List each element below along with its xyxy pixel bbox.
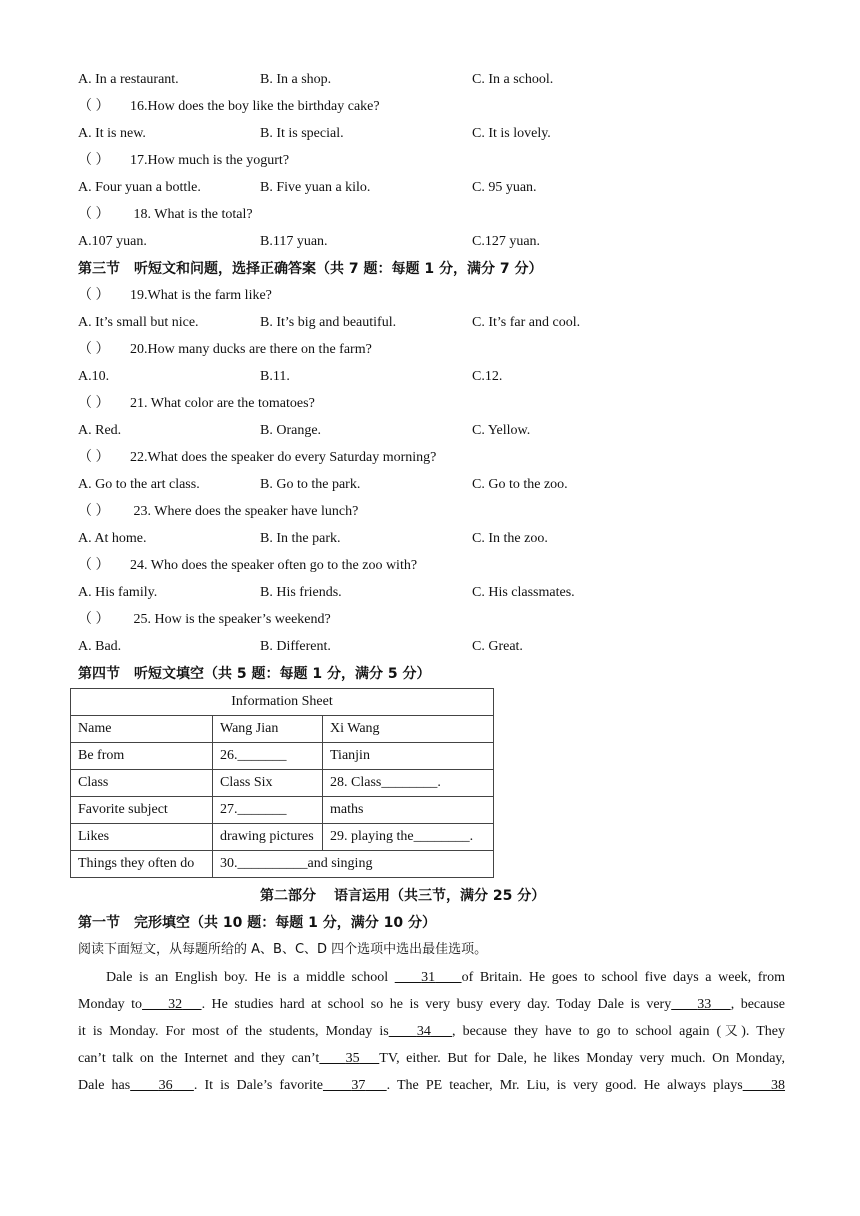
- option-b: B.11.: [260, 369, 290, 384]
- section-label: 第一节: [78, 915, 120, 931]
- option-b: B. In a shop.: [260, 72, 332, 87]
- answer-paren: （ ）: [78, 342, 110, 357]
- table-cell: Wang Jian: [213, 716, 323, 743]
- option-c: C.127 yuan.: [472, 234, 541, 249]
- option-a: A. In a restaurant.: [78, 72, 179, 87]
- option-a: A.107 yuan.: [78, 234, 147, 249]
- question-text: 20.How many ducks are there on the farm?: [130, 342, 372, 357]
- option-b: B. Five yuan a kilo.: [260, 180, 371, 195]
- passage-line: [78, 964, 785, 991]
- blank-28-cell[interactable]: 28. Class________.: [323, 770, 494, 797]
- question-19: [78, 286, 272, 306]
- option-b: B. In the park.: [260, 531, 341, 546]
- section-title: 听短文填空（共 5 题：每题 1 分，满分 5 分）: [134, 666, 431, 682]
- option-b: B. Go to the park.: [260, 477, 361, 492]
- passage-text: 又: [721, 1024, 742, 1039]
- table-row: [71, 824, 494, 851]
- question-text: 16.How does the boy like the birthday cake?: [130, 99, 380, 114]
- option-b: B. His friends.: [260, 585, 342, 600]
- option-a: A. At home.: [78, 531, 147, 546]
- passage-text: . It is Dale’s favorite: [193, 1078, 323, 1093]
- option-b: B. Orange.: [260, 423, 322, 438]
- question-text: 17.How much is the yogurt?: [130, 153, 290, 168]
- blank-31[interactable]: 31: [421, 970, 436, 985]
- option-c: C. Go to the zoo.: [472, 477, 568, 492]
- blank-32[interactable]: 32: [168, 997, 183, 1012]
- table-cell: drawing pictures: [213, 824, 323, 851]
- table-cell: Be from: [71, 743, 213, 770]
- option-a: A. Red.: [78, 423, 122, 438]
- passage-text: it is Monday. For most of the students, Monday is: [78, 1024, 389, 1039]
- option-c: C. Yellow.: [472, 423, 531, 438]
- section-title: 听短文和问题，选择正确答案（共 7 题：每题 1 分，满分 7 分）: [134, 261, 543, 277]
- option-b: B. Different.: [260, 639, 331, 654]
- passage-text: Dale is an English boy. He is a middle school: [106, 970, 395, 985]
- answer-paren: （ ）: [78, 558, 110, 573]
- section-title: 完形填空（共 10 题：每题 1 分，满分 10 分）: [134, 915, 436, 931]
- passage-text: . He studies hard at school so he is very busy every day. Today Dale is very: [201, 997, 672, 1012]
- passage-text: Dale has: [78, 1078, 131, 1093]
- table-header-row: [71, 689, 494, 716]
- blank-34[interactable]: 34: [416, 1024, 431, 1039]
- passage-text: TV, either. But for Dale, he likes Monday very much. On Monday,: [379, 1051, 786, 1066]
- option-c: C. It’s far and cool.: [472, 315, 581, 330]
- question-16: [78, 97, 380, 117]
- passage-text: Monday to: [78, 997, 143, 1012]
- option-c: C. His classmates.: [472, 585, 575, 600]
- question-25: [78, 610, 331, 630]
- answer-paren: （ ）: [78, 99, 110, 114]
- question-text: 25. How is the speaker’s weekend?: [130, 612, 331, 627]
- table-caption: Information Sheet: [71, 689, 494, 716]
- answer-paren: （ ）: [78, 207, 110, 222]
- passage-text: of Britain. He goes to school five days a week, from: [461, 970, 785, 985]
- passage-text: ). They: [741, 1024, 785, 1039]
- table-row: [71, 851, 494, 878]
- answer-paren: （ ）: [78, 450, 110, 465]
- table-cell: Xi Wang: [323, 716, 494, 743]
- question-20: [78, 340, 372, 360]
- passage-line: [78, 1072, 785, 1099]
- blank-29-cell[interactable]: 29. playing the________.: [323, 824, 494, 851]
- table-cell: Name: [71, 716, 213, 743]
- table-cell: Things they often do: [71, 851, 213, 878]
- question-text: 24. Who does the speaker often go to the zoo with?: [130, 558, 418, 573]
- question-text: 22.What does the speaker do every Saturday morning?: [130, 450, 437, 465]
- passage-line: [78, 1018, 785, 1045]
- answer-paren: （ ）: [78, 396, 110, 411]
- passage-text: . The PE teacher, Mr. Liu, is very good. He always plays: [386, 1078, 743, 1093]
- passage-line: [78, 1045, 785, 1072]
- blank-30-cell[interactable]: 30.__________and singing: [213, 851, 494, 878]
- option-a: A. His family.: [78, 585, 158, 600]
- table-row: [71, 770, 494, 797]
- question-17: [78, 151, 289, 171]
- table-cell: Class Six: [213, 770, 323, 797]
- option-b: B. It’s big and beautiful.: [260, 315, 397, 330]
- cloze-instruction: 阅读下面短文，从每题所给的 A、B、C、D 四个选项中选出最佳选项。: [78, 942, 488, 957]
- option-c: C. Great.: [472, 639, 523, 654]
- table-cell: Favorite subject: [71, 797, 213, 824]
- information-sheet-table: [70, 688, 494, 878]
- table-row: [71, 743, 494, 770]
- question-21: [78, 394, 315, 414]
- question-22: [78, 448, 436, 468]
- passage-line: [78, 991, 785, 1018]
- section-4-heading: [78, 664, 430, 684]
- question-text: 18. What is the total?: [130, 207, 253, 222]
- section-label: 第三节: [78, 261, 120, 277]
- option-b: B.117 yuan.: [260, 234, 328, 249]
- option-a: A. Bad.: [78, 639, 122, 654]
- option-a: A. Four yuan a bottle.: [78, 180, 201, 195]
- blank-38[interactable]: 38: [771, 1078, 786, 1093]
- table-cell: Tianjin: [323, 743, 494, 770]
- part-title: 语言运用（共三节，满分 25 分）: [334, 888, 546, 904]
- option-c: C. In the zoo.: [472, 531, 548, 546]
- option-a: A. Go to the art class.: [78, 477, 200, 492]
- option-a: A. It is new.: [78, 126, 146, 141]
- section-3-heading: [78, 259, 542, 279]
- option-c: C. In a school.: [472, 72, 554, 87]
- part-label: 第二部分: [260, 888, 316, 904]
- passage-text: , because they have to go to school again (: [452, 1024, 722, 1039]
- option-a: A. It’s small but nice.: [78, 315, 199, 330]
- passage-text: , because: [730, 997, 786, 1012]
- answer-paren: （ ）: [78, 288, 110, 303]
- blank-35[interactable]: 35: [345, 1051, 360, 1066]
- table-cell: Class: [71, 770, 213, 797]
- table-row: [71, 716, 494, 743]
- blank-37[interactable]: 37: [351, 1078, 366, 1093]
- question-text: 19.What is the farm like?: [130, 288, 272, 303]
- answer-paren: （ ）: [78, 612, 110, 627]
- question-18: [78, 205, 253, 225]
- option-c: C.12.: [472, 369, 503, 384]
- section-label: 第四节: [78, 666, 120, 682]
- question-23: [78, 502, 358, 522]
- blank-27-cell[interactable]: 27._______: [213, 797, 323, 824]
- blank-36[interactable]: 36: [158, 1078, 173, 1093]
- blank-33[interactable]: 33: [697, 997, 712, 1012]
- blank-26-cell[interactable]: 26._______: [213, 743, 323, 770]
- option-c: C. 95 yuan.: [472, 180, 537, 195]
- part-2-heading: [260, 886, 545, 906]
- passage-text: can’t talk on the Internet and they can’t: [78, 1051, 320, 1066]
- question-24: [78, 556, 417, 576]
- table-row: [71, 797, 494, 824]
- cloze-heading: [78, 913, 436, 933]
- answer-paren: （ ）: [78, 504, 110, 519]
- table-cell: maths: [323, 797, 494, 824]
- option-a: A.10.: [78, 369, 110, 384]
- cloze-passage: [78, 964, 785, 1099]
- question-text: 21. What color are the tomatoes?: [130, 396, 315, 411]
- option-b: B. It is special.: [260, 126, 344, 141]
- answer-paren: （ ）: [78, 153, 110, 168]
- table-cell: Likes: [71, 824, 213, 851]
- option-c: C. It is lovely.: [472, 126, 551, 141]
- question-text: 23. Where does the speaker have lunch?: [130, 504, 359, 519]
